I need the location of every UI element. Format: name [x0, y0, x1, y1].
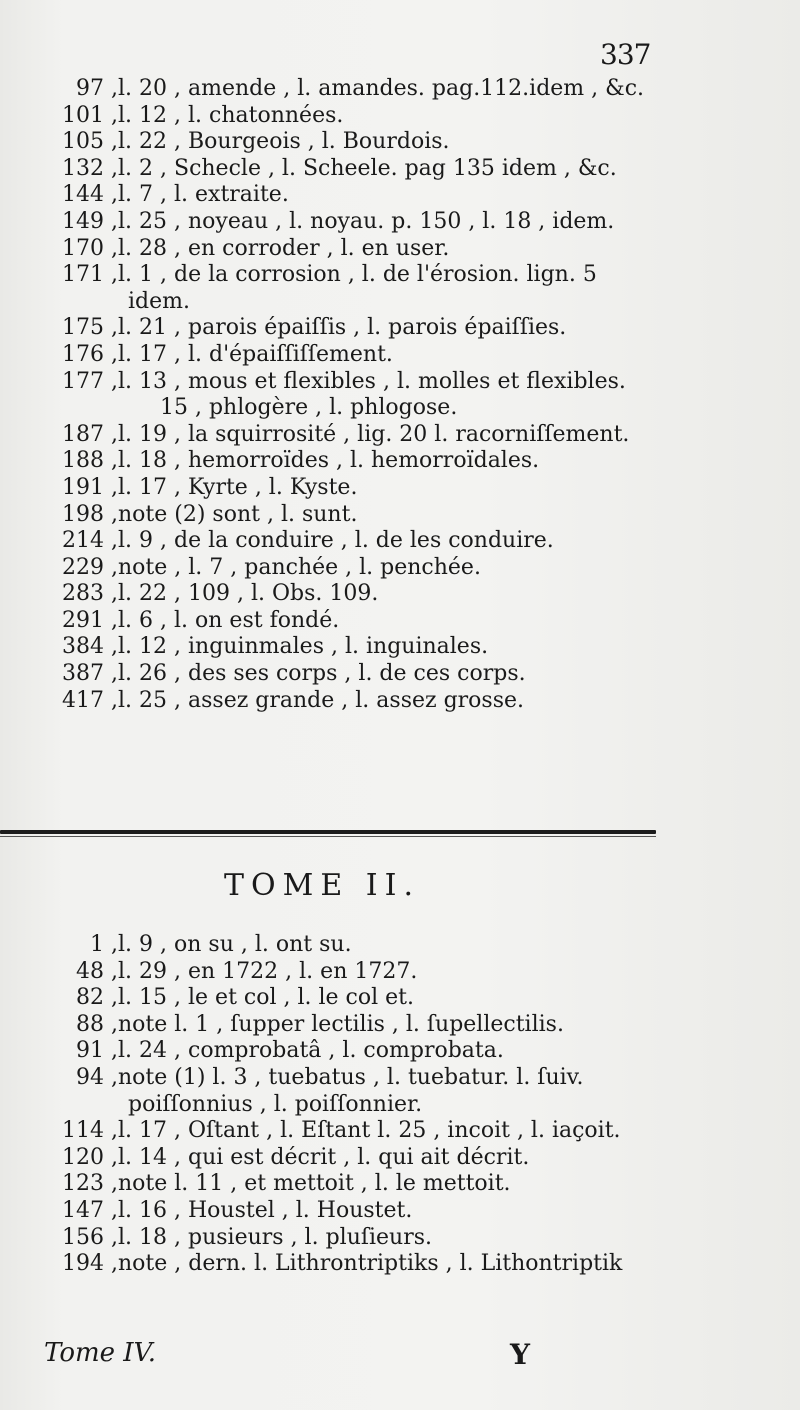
- errata-page-number: 417 ,: [62, 687, 118, 713]
- errata-row: [40, 395, 720, 422]
- errata-page-number: 156 ,: [62, 1224, 118, 1250]
- errata-page-number: 191 ,: [62, 474, 118, 500]
- errata-page-number: 387 ,: [62, 661, 118, 687]
- errata-page-number: 291 ,: [62, 607, 118, 633]
- errata-page-number: 91 ,: [76, 1038, 118, 1064]
- errata-row: [40, 236, 720, 263]
- errata-page-number: 384 ,: [62, 634, 118, 660]
- errata-correction: l. 26 , des ses corps , l. de ces corps.: [118, 661, 526, 687]
- errata-row: [40, 1038, 720, 1065]
- errata-correction: l. 20 , amende , l. amandes. pag.112.idem , &c.: [118, 76, 645, 101]
- errata-row: [40, 985, 720, 1012]
- errata-correction: l. 13 , mous et flexibles , l. molles et flexibles.: [118, 368, 626, 394]
- errata-row: [40, 422, 720, 449]
- errata-row: [40, 448, 720, 475]
- errata-page-number: 123 ,: [62, 1171, 118, 1197]
- errata-row: [40, 156, 720, 183]
- errata-row: [40, 1251, 720, 1278]
- page-number: 337: [600, 38, 651, 71]
- errata-page-number: 88 ,: [76, 1011, 118, 1037]
- errata-row: [40, 528, 720, 555]
- errata-row: [40, 209, 720, 236]
- errata-correction: idem.: [128, 288, 190, 314]
- errata-page-number: 101 ,: [62, 102, 118, 128]
- errata-list-tome-2: [40, 932, 720, 1278]
- errata-page-number: 171 ,: [62, 262, 118, 288]
- errata-page-number: 94 ,: [76, 1064, 118, 1090]
- errata-correction: l. 12 , l. chatonnées.: [118, 102, 344, 128]
- errata-correction: note , l. 7 , panchée , l. penchée.: [118, 554, 481, 580]
- errata-row: [40, 1092, 720, 1119]
- errata-correction: l. 24 , comprobatâ , l. comprobata.: [118, 1038, 504, 1064]
- errata-page-number: 194 ,: [62, 1251, 118, 1277]
- errata-row: [40, 502, 720, 529]
- errata-row: [40, 932, 720, 959]
- errata-page-number: 97 ,: [76, 76, 118, 101]
- section-heading: TOME II.: [224, 868, 420, 903]
- errata-correction: l. 17 , Kyrte , l. Kyste.: [118, 474, 358, 500]
- errata-correction: l. 6 , l. on est fondé.: [118, 607, 340, 633]
- errata-correction: note (2) sont , l. sunt.: [118, 501, 358, 527]
- errata-page-number: 132 ,: [62, 155, 118, 181]
- errata-row: [40, 688, 720, 715]
- errata-row: [40, 1118, 720, 1145]
- errata-row: [40, 129, 720, 156]
- errata-correction: note l. 1 , ſupper lectilis , l. ſupellectilis.: [118, 1011, 564, 1037]
- errata-row: [40, 1198, 720, 1225]
- errata-correction: l. 2 , Schecle , l. Scheele. pag 135 idem , &c.: [118, 155, 617, 181]
- errata-correction: l. 9 , on su , l. ont su.: [118, 932, 352, 957]
- errata-list-tome-1: [40, 76, 720, 714]
- errata-row: [40, 959, 720, 986]
- errata-row: [40, 182, 720, 209]
- errata-row: [40, 369, 720, 396]
- errata-page-number: 147 ,: [62, 1197, 118, 1223]
- errata-correction: 15 , phlogère , l. phlogose.: [160, 395, 458, 421]
- errata-row: [40, 634, 720, 661]
- errata-row: [40, 1065, 720, 1092]
- errata-correction: poiſſonnius , l. poiſſonnier.: [128, 1091, 423, 1117]
- errata-page-number: 177 ,: [62, 368, 118, 394]
- errata-correction: l. 15 , le et col , l. le col et.: [118, 985, 415, 1011]
- errata-page-number: 175 ,: [62, 315, 118, 341]
- errata-correction: l. 9 , de la conduire , l. de les conduire.: [118, 528, 554, 554]
- errata-correction: note l. 11 , et mettoit , l. le mettoit.: [118, 1171, 511, 1197]
- errata-row: [40, 342, 720, 369]
- errata-row: [40, 289, 720, 316]
- errata-row: [40, 1171, 720, 1198]
- errata-page-number: 283 ,: [62, 581, 118, 607]
- errata-correction: l. 19 , la squirrosité , lig. 20 l. racorniſſement.: [118, 421, 630, 447]
- errata-row: [40, 475, 720, 502]
- errata-page-number: 48 ,: [76, 958, 118, 984]
- errata-correction: l. 12 , inguinmales , l. inguinales.: [118, 634, 489, 660]
- errata-page-number: 188 ,: [62, 448, 118, 474]
- errata-page-number: 176 ,: [62, 341, 118, 367]
- errata-correction: l. 25 , assez grande , l. assez grosse.: [118, 687, 525, 713]
- errata-correction: l. 22 , 109 , l. Obs. 109.: [118, 581, 379, 607]
- errata-page-number: 187 ,: [62, 421, 118, 447]
- errata-row: [40, 581, 720, 608]
- errata-correction: note , dern. l. Lithrontriptiks , l. Lithontriptik: [118, 1251, 623, 1277]
- errata-correction: l. 7 , l. extraite.: [118, 182, 289, 208]
- errata-page-number: 1 ,: [90, 932, 118, 957]
- errata-page-number: 149 ,: [62, 208, 118, 234]
- errata-page-number: 214 ,: [62, 528, 118, 554]
- errata-page-number: 120 ,: [62, 1144, 118, 1170]
- footer-signature-mark: Y: [510, 1338, 530, 1371]
- errata-row: [40, 1145, 720, 1172]
- errata-page-number: 229 ,: [62, 554, 118, 580]
- errata-row: [40, 76, 720, 103]
- errata-page-number: 198 ,: [62, 501, 118, 527]
- errata-row: [40, 608, 720, 635]
- errata-correction: l. 17 , l. d'épaiſſiſſement.: [118, 341, 393, 367]
- errata-correction: l. 18 , pusieurs , l. pluſieurs.: [118, 1224, 433, 1250]
- errata-row: [40, 262, 720, 289]
- errata-page-number: 170 ,: [62, 235, 118, 261]
- errata-correction: l. 22 , Bourgeois , l. Bourdois.: [118, 129, 450, 155]
- errata-row: [40, 1225, 720, 1252]
- errata-correction: l. 25 , noyeau , l. noyau. p. 150 , l. 18 , idem.: [118, 208, 615, 234]
- errata-correction: l. 14 , qui est décrit , l. qui ait décrit.: [118, 1144, 530, 1170]
- errata-correction: l. 16 , Houstel , l. Houstet.: [118, 1197, 413, 1223]
- section-divider: [0, 830, 656, 834]
- errata-row: [40, 1012, 720, 1039]
- footer-volume: Tome IV.: [44, 1338, 157, 1368]
- errata-page-number: 144 ,: [62, 182, 118, 208]
- errata-correction: l. 29 , en 1722 , l. en 1727.: [118, 958, 418, 984]
- errata-correction: l. 21 , parois épaiſſis , l. parois épaiſſies.: [118, 315, 567, 341]
- errata-row: [40, 315, 720, 342]
- errata-page-number: 114 ,: [62, 1118, 118, 1144]
- errata-page-number: 105 ,: [62, 129, 118, 155]
- errata-row: [40, 661, 720, 688]
- errata-page-number: 82 ,: [76, 985, 118, 1011]
- errata-row: [40, 555, 720, 582]
- errata-correction: l. 1 , de la corrosion , l. de l'érosion. lign. 5: [118, 262, 597, 288]
- errata-correction: l. 18 , hemorroïdes , l. hemorroïdales.: [118, 448, 540, 474]
- errata-correction: l. 17 , Oſtant , l. Eſtant l. 25 , incoit , l. iaçoit.: [118, 1118, 621, 1144]
- errata-correction: l. 28 , en corroder , l. en user.: [118, 235, 450, 261]
- errata-correction: note (1) l. 3 , tuebatus , l. tuebatur. l. ſuiv.: [118, 1064, 584, 1090]
- errata-row: [40, 103, 720, 130]
- section-divider-rule: [0, 836, 656, 837]
